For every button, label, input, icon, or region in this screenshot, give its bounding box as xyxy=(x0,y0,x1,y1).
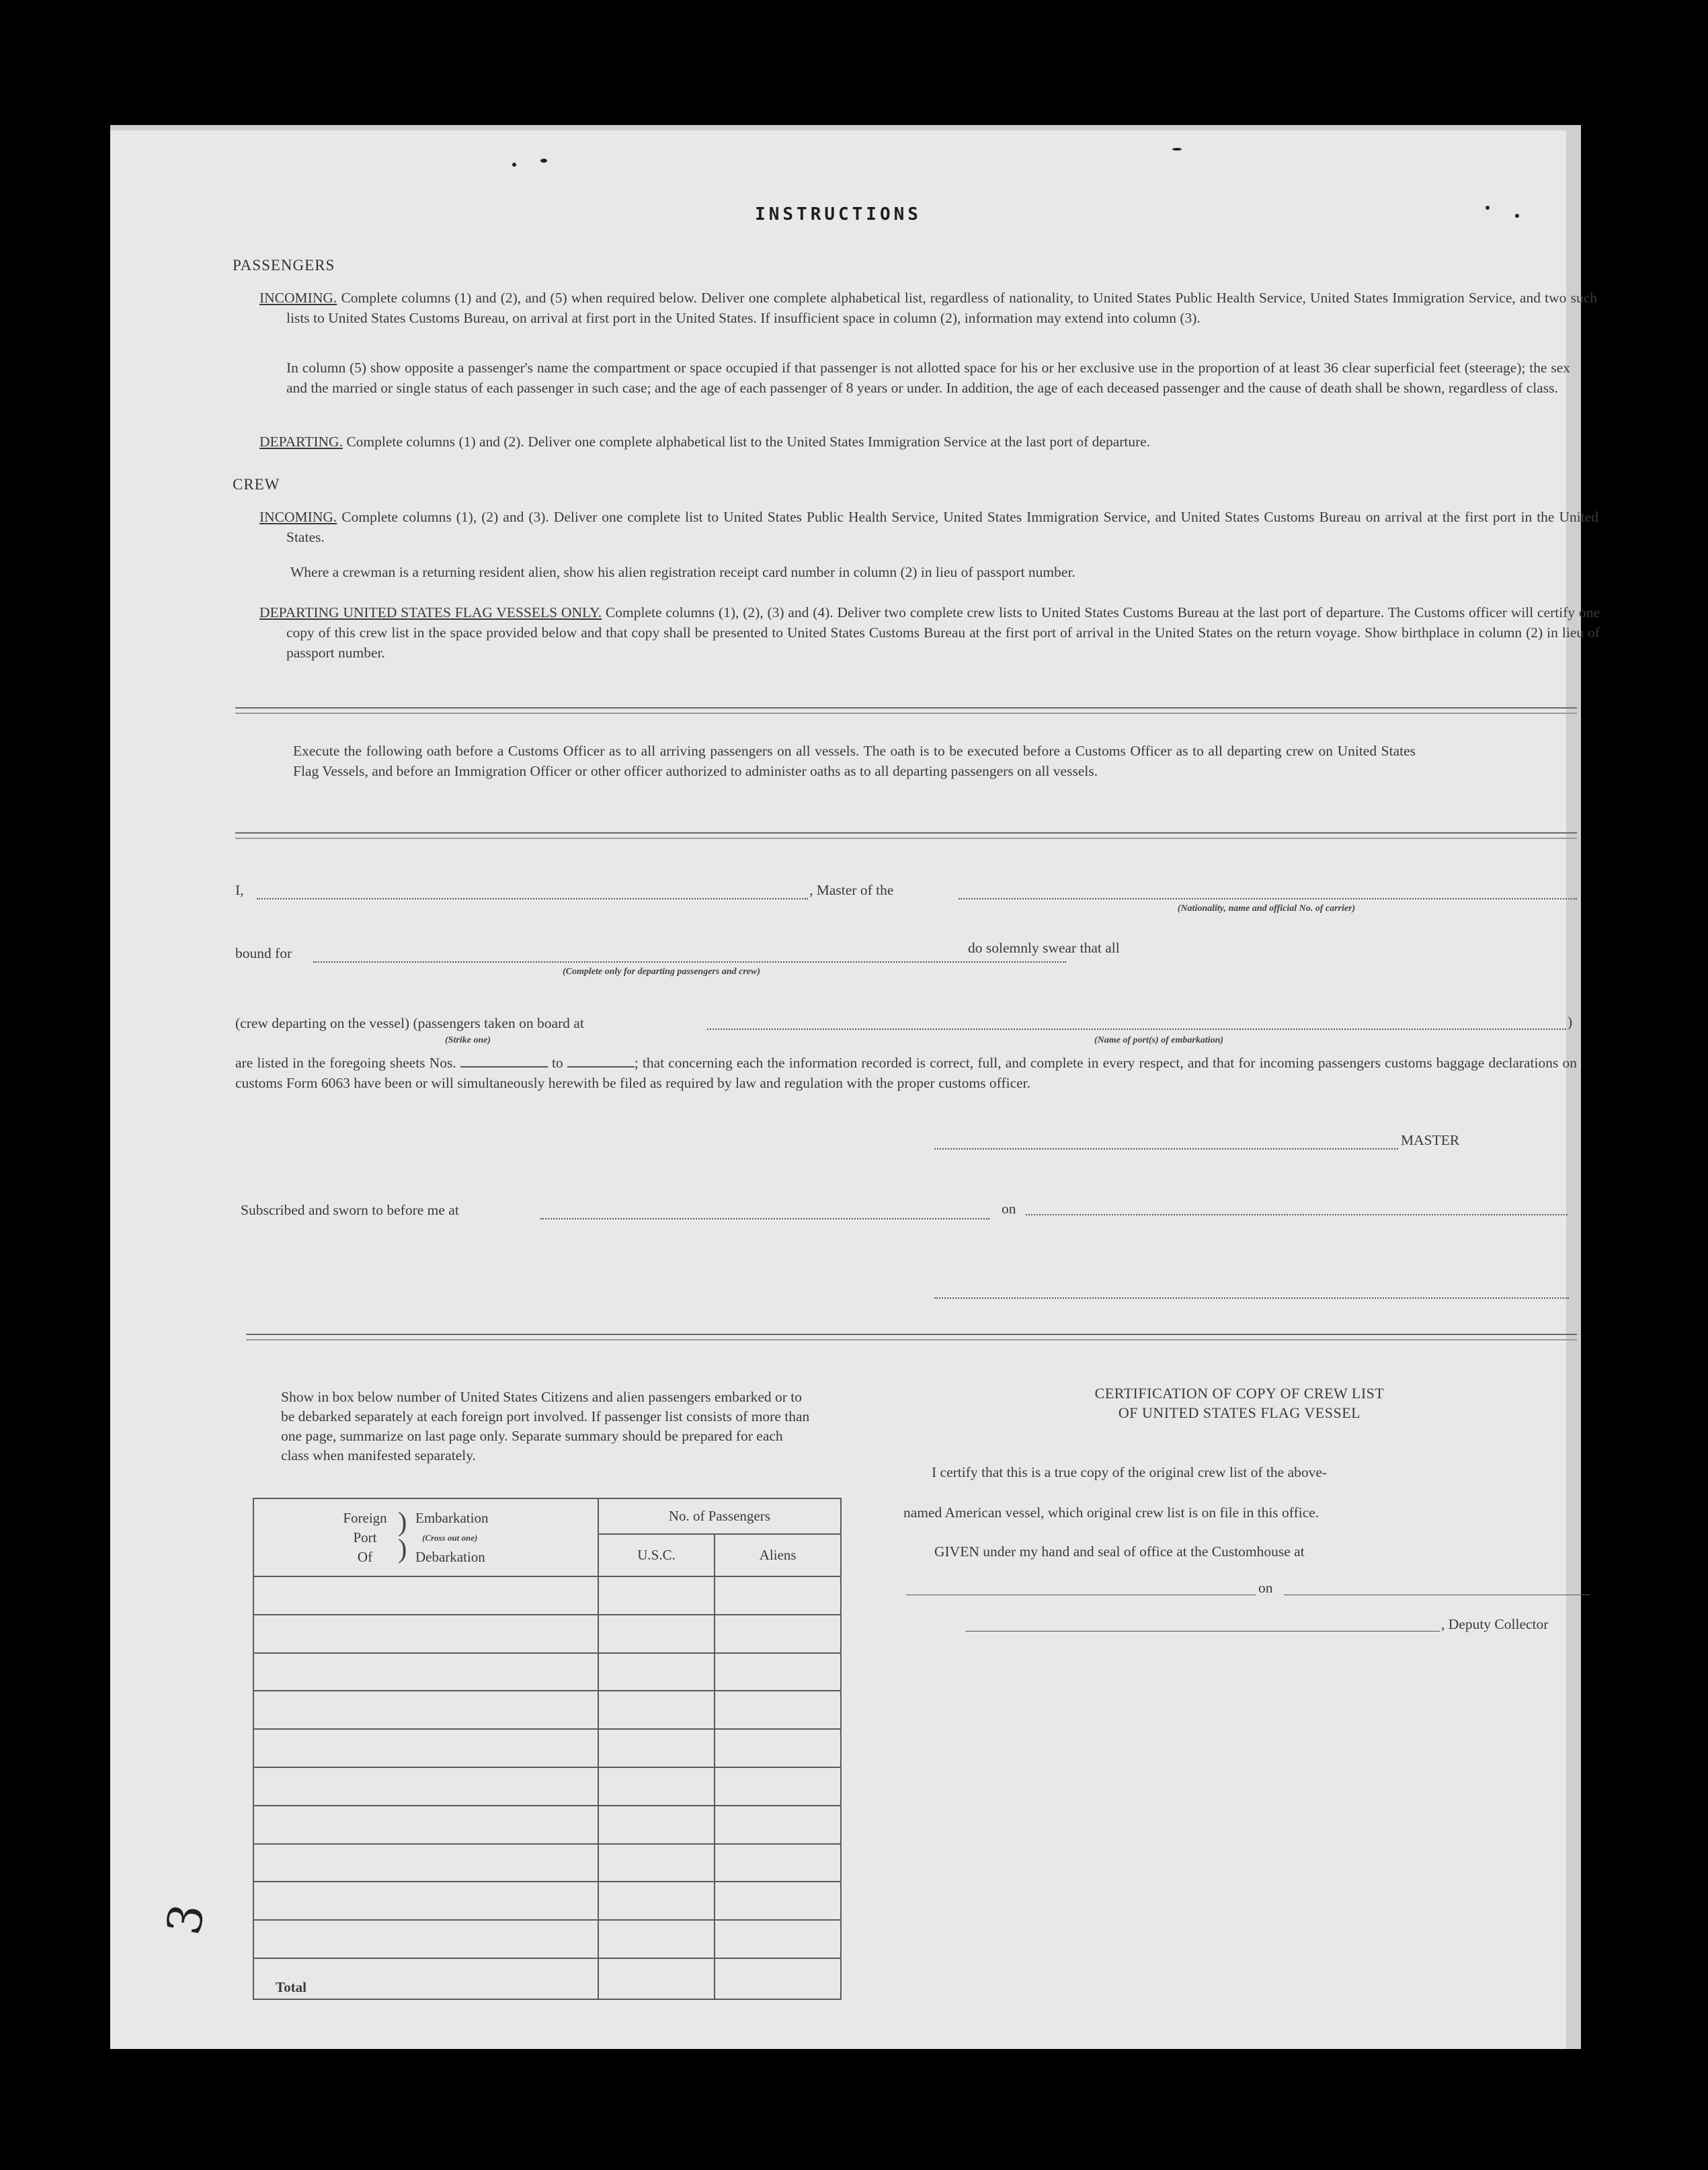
passengers-departing-paragraph xyxy=(259,432,1570,452)
passenger-summary-table xyxy=(253,1498,842,2000)
passengers-heading: PASSENGERS xyxy=(233,257,335,274)
embarkation-port-field[interactable] xyxy=(707,1029,1566,1030)
strike-one-note: (Strike one) xyxy=(445,1035,491,1045)
sheet-to-field[interactable] xyxy=(567,1066,635,1068)
master-name-field[interactable] xyxy=(257,898,808,899)
section-divider xyxy=(235,832,1577,839)
passengers-incoming-text: Complete columns (1) and (2), and (5) when required below. Deliver one complete alphabetical list, regardless of nationality, to United States Public Health Service, United States Immigration Service, and two such lists to United States Customs Bureau, on arrival at first port in the United States. If insufficient space in column (2), information may extend into column (3). xyxy=(286,290,1597,326)
usc-cell[interactable] xyxy=(598,1806,715,1844)
port-label: Port xyxy=(353,1529,377,1545)
officer-signature-field[interactable] xyxy=(934,1297,1569,1299)
deputy-collector-signature-field[interactable] xyxy=(965,1631,1440,1632)
listed-prefix: are listed in the foregoing sheets Nos. xyxy=(235,1055,456,1071)
total-label: Total xyxy=(253,1958,598,1999)
master-of-the-label: , Master of the xyxy=(809,882,894,898)
port-cell[interactable] xyxy=(253,1920,598,1958)
port-cell[interactable] xyxy=(253,1691,598,1729)
certification-title-line1: CERTIFICATION OF COPY OF CREW LIST xyxy=(1094,1385,1385,1402)
port-cell[interactable] xyxy=(253,1729,598,1767)
certification-title xyxy=(937,1383,1542,1422)
table-row xyxy=(253,1576,841,1615)
port-cell[interactable] xyxy=(253,1844,598,1882)
aliens-column-header: Aliens xyxy=(715,1534,841,1576)
usc-cell[interactable] xyxy=(598,1767,715,1806)
brace-left-icon: ) xyxy=(398,1533,407,1564)
table-row xyxy=(253,1653,841,1691)
scan-speck xyxy=(1172,148,1182,151)
usc-cell[interactable] xyxy=(598,1729,715,1767)
usc-cell[interactable] xyxy=(598,1691,715,1729)
crew-crewman-paragraph: Where a crewman is a returning resident alien, show his alien registration receipt card number in column (2) in lieu of passport number. xyxy=(290,564,1075,580)
total-row xyxy=(253,1958,841,1999)
table-row xyxy=(253,1729,841,1767)
aliens-cell[interactable] xyxy=(715,1844,841,1882)
table-row xyxy=(253,1615,841,1653)
cross-out-note: (Cross out one) xyxy=(422,1533,478,1543)
table-row xyxy=(253,1691,841,1729)
sworn-on-label: on xyxy=(1002,1201,1016,1217)
aliens-cell[interactable] xyxy=(715,1615,841,1653)
subscribed-label: Subscribed and sworn to before me at xyxy=(241,1202,459,1218)
aliens-cell[interactable] xyxy=(715,1767,841,1806)
listed-to: to xyxy=(551,1055,563,1071)
aliens-cell[interactable] xyxy=(715,1653,841,1691)
crew-incoming-text: Complete columns (1), (2) and (3). Deliver one complete list to United States Public Health Service, United States Immigration Service, and United States Customs Bureau on arrival at the first port in the United States. xyxy=(286,509,1598,545)
sheet-from-field[interactable] xyxy=(460,1066,548,1068)
nationality-note: (Nationality, name and official No. of carrier) xyxy=(1177,903,1356,914)
brace-left-icon: ) xyxy=(398,1506,407,1537)
bound-for-label: bound for xyxy=(235,945,292,961)
port-cell[interactable] xyxy=(253,1615,598,1653)
usc-cell[interactable] xyxy=(598,1920,715,1958)
crew-departing-label: DEPARTING UNITED STATES FLAG VESSELS ONLY. xyxy=(259,604,602,620)
aliens-cell[interactable] xyxy=(715,1882,841,1920)
given-label: GIVEN under my hand and seal of office at the Customhouse at xyxy=(934,1543,1305,1560)
debarkation-label: Debarkation xyxy=(415,1549,485,1565)
of-label: Of xyxy=(357,1549,373,1565)
passengers-departing-label: DEPARTING. xyxy=(259,434,343,450)
port-cell[interactable] xyxy=(253,1767,598,1806)
usc-total-cell[interactable] xyxy=(598,1958,715,1999)
table-row xyxy=(253,1767,841,1806)
port-cell[interactable] xyxy=(253,1653,598,1691)
section-divider xyxy=(246,1334,1577,1340)
passengers-column5-paragraph: In column (5) show opposite a passenger's name the compartment or space occupied if that passenger is not allotted space for his or her exclusive use in the proportion of at least 36 clear superficial feet (steerage); the sex and the married or single status of each passenger in such case; and the age of each passenger of 8 years or under. In addition, the age of each deceased passenger and the cause of death shall be shown, regardless of class. xyxy=(286,360,1570,396)
table-row xyxy=(253,1806,841,1844)
port-cell[interactable] xyxy=(253,1882,598,1920)
section-divider xyxy=(235,707,1577,714)
bound-for-field[interactable] xyxy=(313,961,1066,963)
master-signature-field[interactable] xyxy=(934,1148,1398,1150)
aliens-cell[interactable] xyxy=(715,1806,841,1844)
certification-title-line2: OF UNITED STATES FLAG VESSEL xyxy=(1118,1404,1361,1421)
port-cell[interactable] xyxy=(253,1806,598,1844)
listed-paragraph xyxy=(235,1053,1577,1093)
aliens-cell[interactable] xyxy=(715,1920,841,1958)
aliens-total-cell[interactable] xyxy=(715,1958,841,1999)
do-solemnly-label: do solemnly swear that all xyxy=(968,940,1120,956)
usc-cell[interactable] xyxy=(598,1615,715,1653)
handwritten-page-mark: 3 xyxy=(156,1899,216,1939)
crew-heading: CREW xyxy=(233,476,280,493)
usc-cell[interactable] xyxy=(598,1653,715,1691)
usc-cell[interactable] xyxy=(598,1882,715,1920)
usc-column-header: U.S.C. xyxy=(598,1534,715,1576)
bound-for-note: (Complete only for departing passengers and crew) xyxy=(563,967,760,977)
passengers-column-header: No. of Passengers xyxy=(598,1498,841,1534)
crew-departing-text: Complete columns (1), (2), (3) and (4). Deliver two complete crew lists to United States Customs Bureau at the last port of departure. The Customs officer will certify one copy of this crew list in the space provided below and that copy shall be presented to United States Customs Bureau at the first port of arrival in the United States on the return voyage. Show birthplace in column (2) in lieu of passport number. xyxy=(286,604,1600,661)
crew-incoming-label: INCOMING. xyxy=(259,509,337,525)
usc-cell[interactable] xyxy=(598,1844,715,1882)
deputy-collector-label: , Deputy Collector xyxy=(1441,1616,1549,1632)
embarkation-label: Embarkation xyxy=(415,1510,489,1526)
port-column-header xyxy=(253,1498,598,1576)
page-title: INSTRUCTIONS xyxy=(755,204,922,225)
aliens-cell[interactable] xyxy=(715,1576,841,1615)
aliens-cell[interactable] xyxy=(715,1691,841,1729)
cert-on-label: on xyxy=(1258,1580,1273,1596)
passengers-departing-text: Complete columns (1) and (2). Deliver one complete alphabetical list to the United States Immigration Service at the last port of departure. xyxy=(342,434,1151,450)
oath-instructions: Execute the following oath before a Customs Officer as to all arriving passengers on all vessels. The oath is to be executed before a Customs Officer as to all departing crew on United States Flag Vessels, and before an Immigration Officer or other officer authorized to administer oaths as to all departing passengers on all vessels. xyxy=(293,743,1416,779)
crew-departing-label: (crew departing on the vessel) (passengers taken on board at xyxy=(235,1015,584,1031)
port-cell[interactable] xyxy=(253,1576,598,1615)
scan-speck xyxy=(512,163,516,167)
passengers-incoming-label: INCOMING. xyxy=(259,290,337,306)
sworn-at-field[interactable] xyxy=(540,1218,989,1219)
certify-line1: I certify that this is a true copy of the original crew list of the above- xyxy=(932,1464,1328,1480)
table-row xyxy=(253,1844,841,1882)
crew-departing-paragraph xyxy=(259,602,1600,663)
scan-speck xyxy=(540,159,547,163)
foreign-label: Foreign xyxy=(343,1510,387,1526)
table-row xyxy=(253,1882,841,1920)
aliens-cell[interactable] xyxy=(715,1729,841,1767)
certify-line2: named American vessel, which original crew list is on file in this office. xyxy=(903,1504,1319,1521)
passengers-incoming-paragraph xyxy=(259,288,1597,328)
carrier-field[interactable] xyxy=(959,898,1577,899)
master-label: MASTER xyxy=(1401,1132,1460,1148)
oath-i-label: I, xyxy=(235,882,244,898)
listed-rest: ; that concerning each the information recorded is correct, full, and complete in every respect, and that for incoming passengers customs baggage declarations on customs Form 6063 have been or will simultaneously herewith be filed as required by law and regulation with the proper customs officer. xyxy=(235,1055,1577,1091)
table-row xyxy=(253,1920,841,1958)
sworn-date-field[interactable] xyxy=(1026,1214,1568,1215)
usc-cell[interactable] xyxy=(598,1576,715,1615)
summary-instructions: Show in box below number of United States Citizens and alien passengers embarked or to be debarked separately at each foreign port involved. If passenger list consists of more than one page, summarize on last page only. Separate summary should be prepared for each class when manifested separately. xyxy=(281,1389,810,1463)
form-page xyxy=(110,125,1600,2049)
port-note: (Name of port(s) of embarkation) xyxy=(1094,1035,1224,1045)
crew-incoming-paragraph xyxy=(259,507,1598,547)
close-paren: ) xyxy=(1568,1014,1573,1030)
